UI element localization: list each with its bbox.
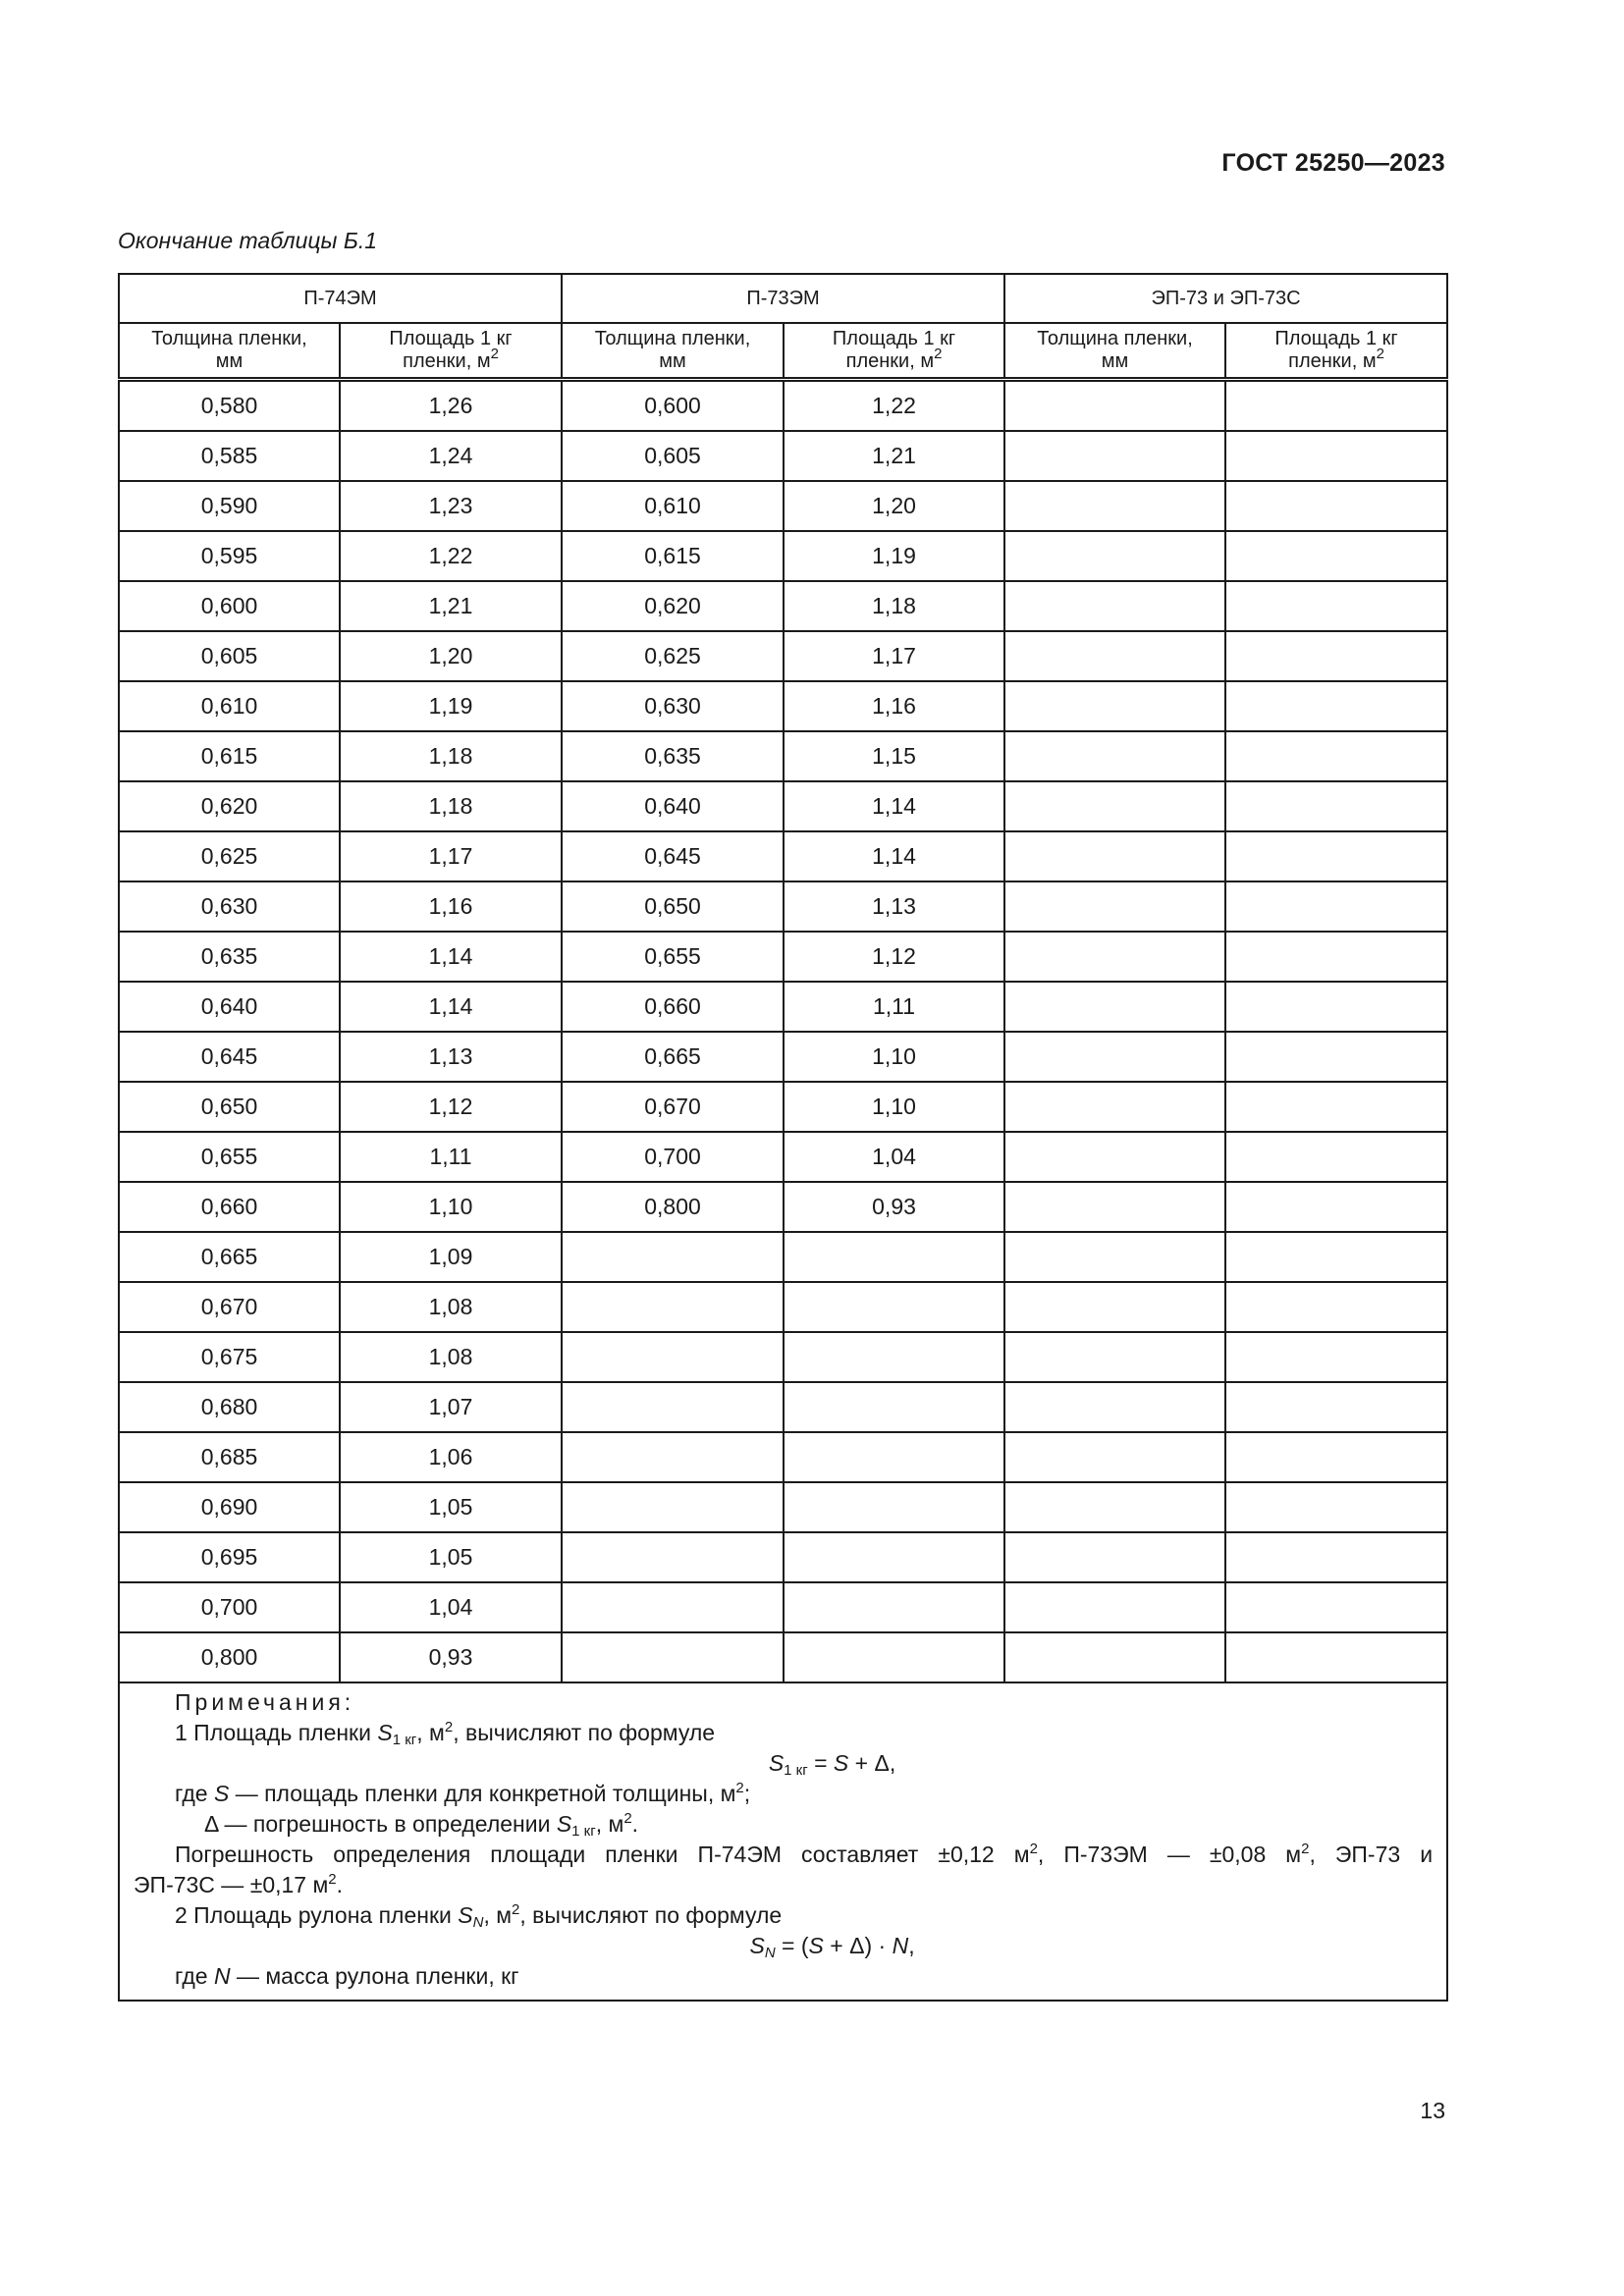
sub-header-row <box>119 323 1447 380</box>
table-cell: 1,13 <box>340 1032 562 1082</box>
document-id: ГОСТ 25250—2023 <box>1221 149 1445 177</box>
table-row <box>119 1182 1447 1232</box>
table-cell <box>1225 1232 1447 1282</box>
table-row <box>119 1382 1447 1432</box>
table-cell: 0,665 <box>119 1232 340 1282</box>
table-cell <box>1225 881 1447 932</box>
table-cell: 0,670 <box>562 1082 784 1132</box>
table-cell <box>784 1582 1004 1632</box>
table-row <box>119 380 1447 432</box>
table-cell <box>1004 1582 1225 1632</box>
table-cell <box>1225 1082 1447 1132</box>
header-area: Площадь 1 кг пленки, $м^2$ <box>1225 323 1447 380</box>
group-header-p74em: П-74ЭМ <box>119 274 562 323</box>
table-cell: 0,630 <box>562 681 784 731</box>
group-header-p73em: П-73ЭМ <box>562 274 1004 323</box>
table-row <box>119 1282 1447 1332</box>
table-row <box>119 1132 1447 1182</box>
table-row <box>119 1232 1447 1282</box>
table-cell <box>562 1532 784 1582</box>
table-cell: 0,600 <box>119 581 340 631</box>
table-cell: 1,09 <box>340 1232 562 1282</box>
table-row <box>119 731 1447 781</box>
table-cell <box>1225 1282 1447 1332</box>
table-cell: 0,93 <box>784 1182 1004 1232</box>
table-row <box>119 1332 1447 1382</box>
group-header-ep73: ЭП-73 и ЭП-73С <box>1004 274 1447 323</box>
table-cell: 1,20 <box>340 631 562 681</box>
table-row <box>119 531 1447 581</box>
table-cell: 0,800 <box>562 1182 784 1232</box>
table-cell <box>1225 1532 1447 1582</box>
table-cell: 1,12 <box>340 1082 562 1132</box>
table-cell: 1,12 <box>784 932 1004 982</box>
table-cell <box>1225 932 1447 982</box>
table-cell <box>1225 531 1447 581</box>
table-cell: 0,605 <box>119 631 340 681</box>
table-cell <box>1225 1632 1447 1682</box>
table-row <box>119 631 1447 681</box>
table-cell: 1,14 <box>340 932 562 982</box>
table-cell <box>1225 781 1447 831</box>
notes-row <box>119 1682 1447 2001</box>
table-cell <box>784 1532 1004 1582</box>
table-cell: 0,690 <box>119 1482 340 1532</box>
table-cell: 1,16 <box>784 681 1004 731</box>
table-cell: 1,23 <box>340 481 562 531</box>
table-row <box>119 581 1447 631</box>
where-s: где S — площадь пленки для конкретной толщины, $м^2$; <box>175 1780 751 1806</box>
notes-cell <box>119 1682 1447 2001</box>
where-delta: Δ — погрешность в определении $S_{1 кг}$, $м^2$. <box>204 1810 639 1840</box>
table-cell: 0,620 <box>119 781 340 831</box>
table-cell <box>1004 1132 1225 1182</box>
table-cell: 0,655 <box>562 932 784 982</box>
table-row <box>119 831 1447 881</box>
table-cell <box>784 1332 1004 1382</box>
table-cell: 1,08 <box>340 1332 562 1382</box>
table-cell: 0,620 <box>562 581 784 631</box>
table-cell: 0,670 <box>119 1282 340 1332</box>
table-row <box>119 1582 1447 1632</box>
table-cell: 1,22 <box>340 531 562 581</box>
table-cell <box>562 1382 784 1432</box>
where-n: где N — масса рулона пленки, кг <box>175 1963 519 1989</box>
table-cell <box>562 1482 784 1532</box>
error-line-1: Погрешность определения площади пленки П-74ЭМ составляет ±0,12 $м^2$, П-73ЭМ — ±0,08 $м^2$, ЭП-73 и <box>175 1841 1434 1867</box>
table-cell <box>1004 1182 1225 1232</box>
table-cell <box>1225 631 1447 681</box>
table-cell <box>1004 932 1225 982</box>
header-area: Площадь 1 кг пленки, $м^2$ <box>784 323 1004 380</box>
table-cell: 1,17 <box>340 831 562 881</box>
data-table <box>118 273 1448 2002</box>
table-cell <box>1004 631 1225 681</box>
table-cell <box>1225 1382 1447 1432</box>
table-row <box>119 1432 1447 1482</box>
table-cell: 0,685 <box>119 1432 340 1482</box>
table-cell <box>562 1432 784 1482</box>
table-cell <box>1225 581 1447 631</box>
table-cell <box>784 1232 1004 1282</box>
note-2: 2 Площадь рулона пленки $S_N$, $м^2$, вычисляют по формуле <box>175 1901 783 1931</box>
table-cell: 1,07 <box>340 1382 562 1432</box>
table-cell: 0,640 <box>119 982 340 1032</box>
formula-1: $S_{1 кг} = S + \Delta$, <box>768 1750 896 1779</box>
table-row <box>119 1532 1447 1582</box>
table-cell: 0,610 <box>119 681 340 731</box>
table-cell: 1,11 <box>340 1132 562 1182</box>
table-cell <box>1225 982 1447 1032</box>
table-cell: 0,630 <box>119 881 340 932</box>
table-row <box>119 1032 1447 1082</box>
table-cell <box>1225 431 1447 481</box>
table-row <box>119 1082 1447 1132</box>
table-cell: 1,24 <box>340 431 562 481</box>
table-cell <box>784 1282 1004 1332</box>
table-cell: 1,14 <box>784 781 1004 831</box>
table-cell <box>1004 1632 1225 1682</box>
table-cell <box>1225 1032 1447 1082</box>
table-cell: 0,655 <box>119 1132 340 1182</box>
table-cell: 0,580 <box>119 380 340 432</box>
table-cell: 1,18 <box>340 731 562 781</box>
table-cell <box>562 1282 784 1332</box>
table-cell <box>1004 1082 1225 1132</box>
table-cell: 0,635 <box>562 731 784 781</box>
table-cell <box>1225 1582 1447 1632</box>
table-cell <box>784 1382 1004 1432</box>
table-cell <box>784 1482 1004 1532</box>
table-cell: 1,14 <box>784 831 1004 881</box>
table-cell <box>1004 1482 1225 1532</box>
table-cell <box>1004 481 1225 531</box>
table-row <box>119 481 1447 531</box>
table-cell: 0,665 <box>562 1032 784 1082</box>
header-thickness: Толщина пленки, мм <box>119 323 340 380</box>
table-cell <box>1225 481 1447 531</box>
table-caption: Окончание таблицы Б.1 <box>118 228 378 253</box>
table-cell <box>1004 431 1225 481</box>
table-cell: 1,16 <box>340 881 562 932</box>
table-cell <box>784 1432 1004 1482</box>
table-cell: 1,21 <box>784 431 1004 481</box>
table-cell: 1,05 <box>340 1482 562 1532</box>
group-header-row <box>119 274 1447 323</box>
table-cell: 0,700 <box>119 1582 340 1632</box>
table-cell: 0,800 <box>119 1632 340 1682</box>
table-cell: 0,585 <box>119 431 340 481</box>
table-cell: 1,17 <box>784 631 1004 681</box>
table-cell: 1,15 <box>784 731 1004 781</box>
table-row <box>119 982 1447 1032</box>
table-cell <box>1225 831 1447 881</box>
table-row <box>119 1482 1447 1532</box>
table-cell <box>1004 1232 1225 1282</box>
table-cell <box>1004 1532 1225 1582</box>
table-row <box>119 681 1447 731</box>
table-cell: 0,650 <box>562 881 784 932</box>
table-cell <box>1225 380 1447 432</box>
table-cell: 1,18 <box>340 781 562 831</box>
table-cell: 1,13 <box>784 881 1004 932</box>
table-cell: 1,20 <box>784 481 1004 531</box>
table-cell <box>1225 1182 1447 1232</box>
table-cell <box>1004 531 1225 581</box>
table-cell <box>1225 1332 1447 1382</box>
table-cell: 0,680 <box>119 1382 340 1432</box>
table-cell: 1,18 <box>784 581 1004 631</box>
table-cell <box>1004 380 1225 432</box>
table-cell <box>1004 581 1225 631</box>
table-cell: 0,700 <box>562 1132 784 1182</box>
table-row <box>119 932 1447 982</box>
table-row <box>119 431 1447 481</box>
table-cell: 1,22 <box>784 380 1004 432</box>
table-cell: 1,04 <box>784 1132 1004 1182</box>
table-cell: 1,19 <box>340 681 562 731</box>
table-cell <box>1225 731 1447 781</box>
table-cell: 0,600 <box>562 380 784 432</box>
table-cell: 1,08 <box>340 1282 562 1332</box>
table-cell: 1,10 <box>784 1082 1004 1132</box>
table-cell <box>1225 1482 1447 1532</box>
table-cell <box>1004 1432 1225 1482</box>
error-line-2: ЭП-73С — ±0,17 $м^2$. <box>134 1871 344 1897</box>
table-cell: 0,675 <box>119 1332 340 1382</box>
header-thickness: Толщина пленки, мм <box>1004 323 1225 380</box>
table-cell: 0,590 <box>119 481 340 531</box>
header-thickness: Толщина пленки, мм <box>562 323 784 380</box>
table-cell <box>562 1632 784 1682</box>
table-cell: 0,640 <box>562 781 784 831</box>
table-cell <box>562 1232 784 1282</box>
table-row <box>119 1632 1447 1682</box>
table-cell <box>1004 1282 1225 1332</box>
table-cell <box>1004 1332 1225 1382</box>
table-cell <box>1004 681 1225 731</box>
table-cell: 1,21 <box>340 581 562 631</box>
table-cell: 1,05 <box>340 1532 562 1582</box>
table-cell: 1,11 <box>784 982 1004 1032</box>
note-1: 1 Площадь пленки $S_{1 кг}$, $м^2$, вычисляют по формуле <box>175 1719 716 1748</box>
table-cell <box>562 1582 784 1632</box>
table-cell: 1,26 <box>340 380 562 432</box>
table-cell: 0,650 <box>119 1082 340 1132</box>
table-cell <box>1004 1032 1225 1082</box>
table-cell: 1,10 <box>784 1032 1004 1082</box>
table-cell: 0,605 <box>562 431 784 481</box>
table-cell: 0,93 <box>340 1632 562 1682</box>
table-cell <box>562 1332 784 1382</box>
table-cell: 0,635 <box>119 932 340 982</box>
table-cell: 0,625 <box>562 631 784 681</box>
table-cell: 1,06 <box>340 1432 562 1482</box>
table-cell <box>1004 731 1225 781</box>
table-cell: 1,10 <box>340 1182 562 1232</box>
table-cell: 0,625 <box>119 831 340 881</box>
table-cell <box>1004 831 1225 881</box>
table-cell <box>784 1632 1004 1682</box>
table-cell: 0,660 <box>562 982 784 1032</box>
table-cell: 0,595 <box>119 531 340 581</box>
table-cell <box>1225 1432 1447 1482</box>
table-cell <box>1004 982 1225 1032</box>
table-cell: 1,19 <box>784 531 1004 581</box>
table-cell: 0,660 <box>119 1182 340 1232</box>
table-cell <box>1225 1132 1447 1182</box>
table-cell: 0,615 <box>119 731 340 781</box>
notes-title: Примечания: <box>175 1689 355 1715</box>
table-cell <box>1004 1382 1225 1432</box>
table-cell: 0,645 <box>119 1032 340 1082</box>
table-cell: 0,695 <box>119 1532 340 1582</box>
table-cell: 0,645 <box>562 831 784 881</box>
table-cell: 1,14 <box>340 982 562 1032</box>
table-cell: 0,615 <box>562 531 784 581</box>
table-cell: 0,610 <box>562 481 784 531</box>
table-cell: 1,04 <box>340 1582 562 1632</box>
page-number: 13 <box>1420 2098 1445 2123</box>
table-row <box>119 781 1447 831</box>
table-row <box>119 881 1447 932</box>
table-cell <box>1004 881 1225 932</box>
table-cell <box>1004 781 1225 831</box>
header-area: Площадь 1 кг пленки, $м^2$ <box>340 323 562 380</box>
formula-2: $S_N = (S + \Delta) \cdot N$, <box>749 1933 915 1961</box>
table-cell <box>1225 681 1447 731</box>
